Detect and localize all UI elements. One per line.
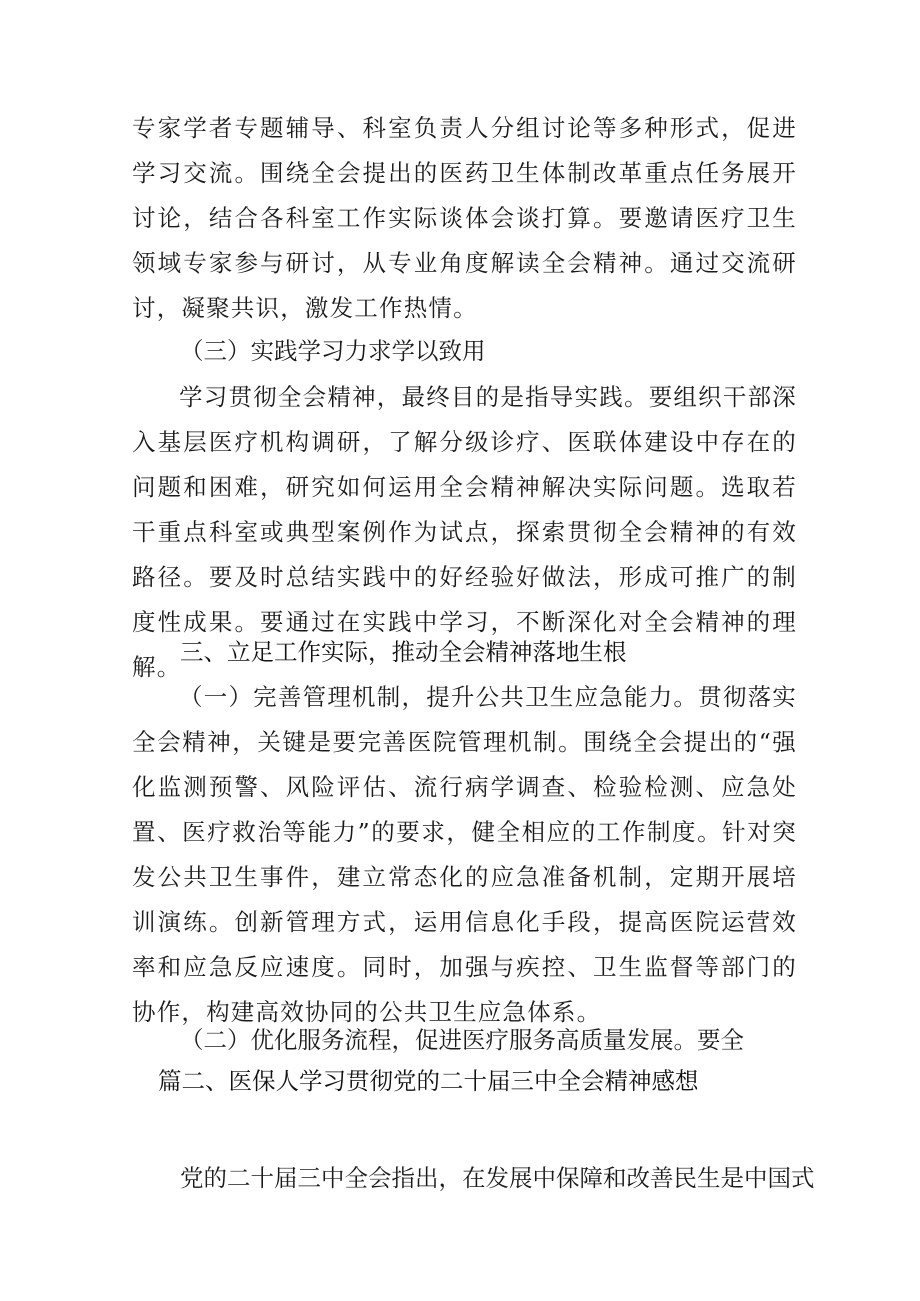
paragraph-practice-guidance: 学习贯彻全会精神，最终目的是指导实践。要组织干部深入基层医疗机构调研，了解分级诊疗、医联体建设中存在的问题和困难，研究如何运用全会精神解决实际问题。选取若干重点科室或典型案例作为试点，探索贯彻全会精神的有效路径。要及时总结实践中的好经验好做法，形成可推广的制度性成果。要通过在实践中学习，不断深化对全会精神的理解。 xyxy=(132,383,797,681)
subheading-practice-study: （三）实践学习力求学以致用 xyxy=(180,337,486,365)
paragraph-service-flow: （二）优化服务流程，促进医疗服务高质量发展。要全 xyxy=(180,1026,744,1054)
section-heading-3: 三、立足工作实际，推动全会精神落地生根 xyxy=(180,638,627,666)
chapter-title-2: 篇二、医保人学习贯彻党的二十届三中全会精神感想 xyxy=(158,1067,699,1095)
paragraph-study-exchange: 专家学者专题辅导、科室负责人分组讨论等多种形式，促进学习交流。围绕全会提出的医药卫生体制改革重点任务展开讨论，结合各科室工作实际谈体会谈打算。要邀请医疗卫生领域专家参与研讨，从专业角度解读全会精神。通过交流研讨，凝聚共识，激发工作热情。 xyxy=(132,114,797,322)
paragraph-chapter2-opening: 党的二十届三中全会指出，在发展中保障和改善民生是中国式 xyxy=(180,1164,815,1192)
paragraph-management-mechanism: （一）完善管理机制，提升公共卫生应急能力。贯彻落实全会精神，关键是要完善医院管理机制。围绕全会提出的“强化监测预警、风险评估、流行病学调查、检验检测、应急处置、医疗救治等能力”的要求，健全相应的工作制度。针对突发公共卫生事件，建立常态化的应急准备机制，定期开展培训演练。创新管理方式，运用信息化手段，提高医院运营效率和应急反应速度。同时，加强与疾控、卫生监督等部门的协作，构建高效协同的公共卫生应急体系。 xyxy=(132,683,797,1026)
